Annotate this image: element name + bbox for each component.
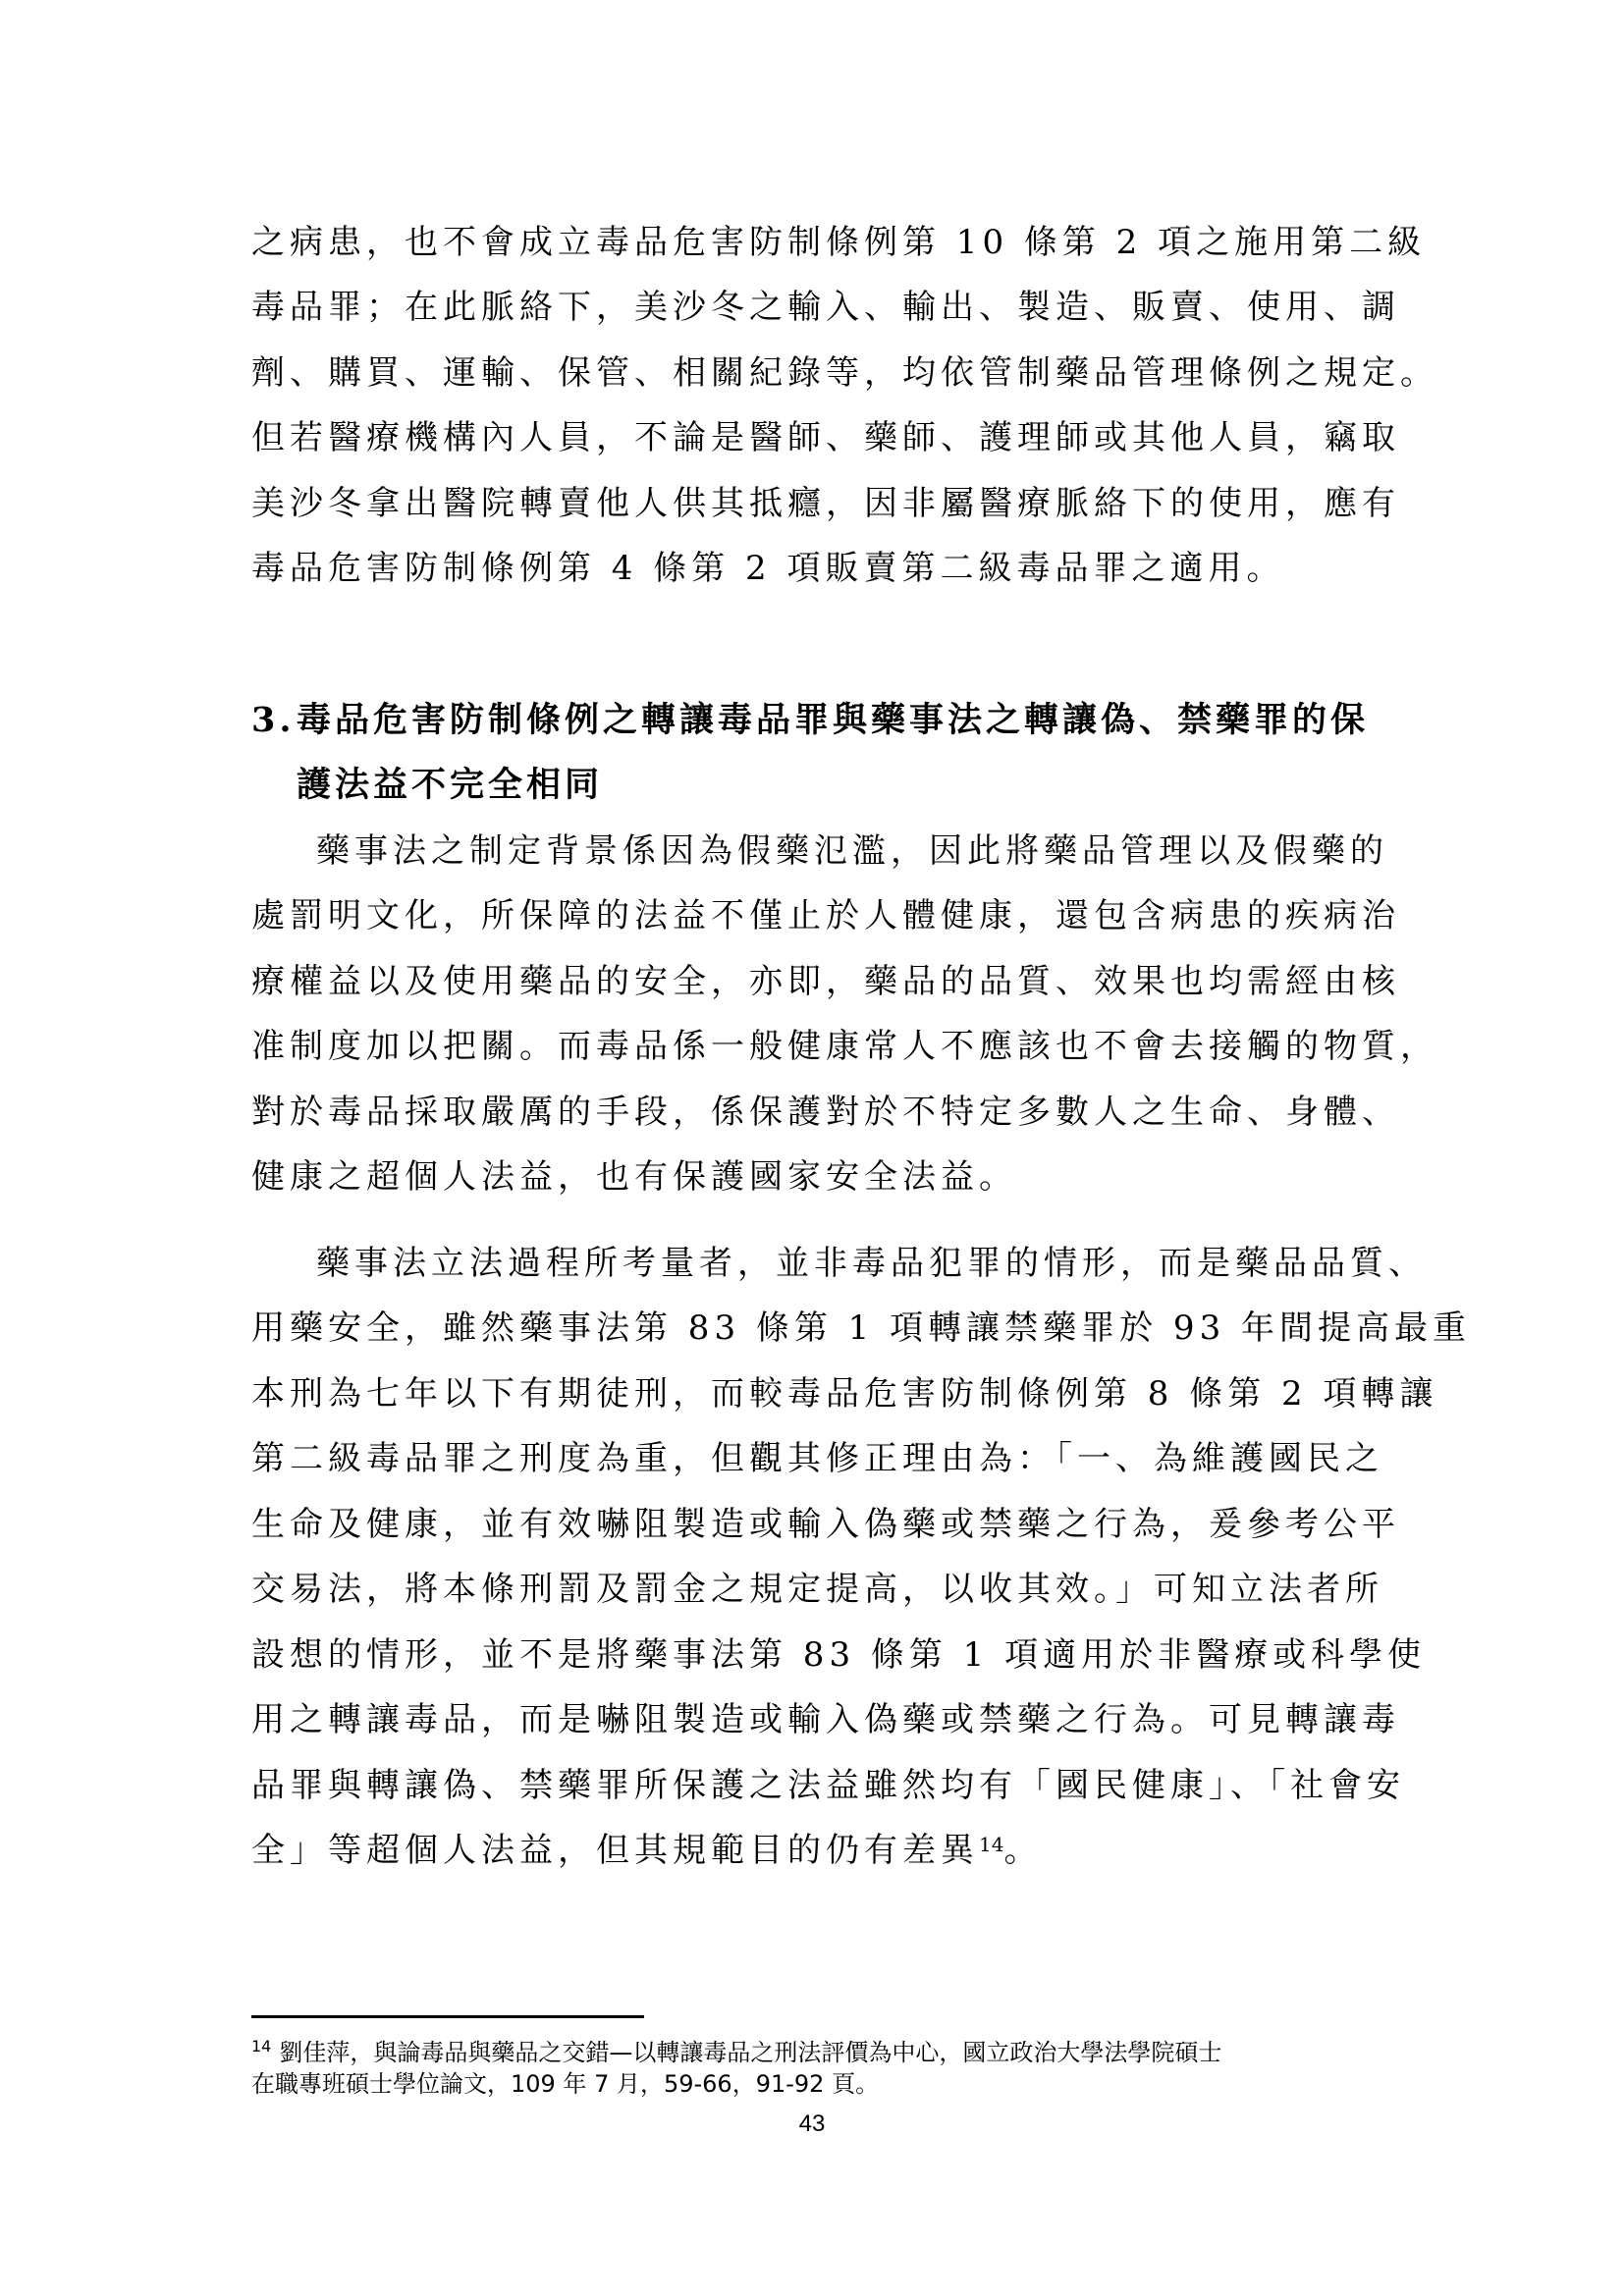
footnote-text-1: 劉佳萍，與論毒品與藥品之交錯—以轉讓毒品之刑法評價為中心，國立政治大學法學院碩士: [279, 2039, 1222, 2066]
page-number: 43: [798, 2110, 826, 2137]
paragraph2-line-3: 療權益以及使用藥品的安全，亦即，藥品的品質、效果也均需經由核: [251, 962, 1400, 1001]
footnote-reference[interactable]: 14: [979, 1833, 1004, 1856]
paragraph2-line-4: 准制度加以把關。而毒品係一般健康常人不應該也不會去接觸的物質，: [251, 1027, 1438, 1066]
paragraph1-line-4: 但若醫療機構內人員，不論是醫師、藥師、護理師或其他人員，竊取: [251, 418, 1400, 457]
paragraph3-line-9: 品罪與轉讓偽、禁藥罪所保護之法益雖然均有「國民健康」、「社會安: [251, 1766, 1405, 1805]
paragraph3-line-10: [251, 1826, 1380, 1875]
paragraph3-line-1: 藥事法立法過程所考量者，並非毒品犯罪的情形，而是藥品品質、: [316, 1244, 1427, 1283]
paragraph3-line-7: 設想的情形，並不是將藥事法第 83 條第 1 項適用於非醫療或科學使: [251, 1635, 1427, 1675]
paragraph3-line-2: 用藥安全，雖然藥事法第 83 條第 1 項轉讓禁藥罪於 93 年間提高最重: [251, 1308, 1472, 1348]
footnote-line-2: 在職專班碩士學位論文，109 年 7 月，59-66，91-92 頁。: [251, 2070, 880, 2098]
paragraph3-last-line-end: 。: [1003, 1831, 1043, 1870]
paragraph3-last-line-text: 全」等超個人法益，但其規範目的仍有差異: [251, 1831, 979, 1870]
footnote-separator: [251, 2015, 644, 2018]
footnote-mark: 14: [251, 2037, 272, 2056]
paragraph2-line-5: 對於毒品採取嚴厲的手段，係保護對於不特定多數人之生命、身體、: [251, 1093, 1400, 1132]
paragraph1-line-5: 美沙冬拿出醫院轉賣他人供其抵癮，因非屬醫療脈絡下的使用，應有: [251, 484, 1400, 523]
paragraph1-line-2: 毒品罪；在此脈絡下，美沙冬之輸入、輸出、製造、販賣、使用、調: [251, 288, 1400, 327]
paragraph1-line-6: 毒品危害防制條例第 4 條第 2 項販賣第二級毒品罪之適用。: [251, 549, 1285, 588]
paragraph3-line-6: 交易法，將本條刑罰及罰金之規定提高，以收其效。」可知立法者所: [251, 1570, 1383, 1609]
paragraph3-line-8: 用之轉讓毒品，而是嚇阻製造或輸入偽藥或禁藥之行為。可見轉讓毒: [251, 1700, 1400, 1739]
paragraph2-line-6: 健康之超個人法益，也有保護國家安全法益。: [251, 1157, 1017, 1197]
section-title-line-2: 護法益不完全相同: [297, 765, 604, 805]
paragraph2-line-2: 處罰明文化，所保障的法益不僅止於人體健康，還包含病患的疾病治: [251, 896, 1400, 935]
paragraph2-line-1: 藥事法之制定背景係因為假藥氾濫，因此將藥品管理以及假藥的: [316, 831, 1388, 871]
footnote-line-1: [251, 2038, 1390, 2070]
paragraph3-line-3: 本刑為七年以下有期徒刑，而較毒品危害防制條例第 8 條第 2 項轉讓: [251, 1374, 1438, 1414]
section-number: 3.: [251, 700, 296, 740]
paragraph3-line-5: 生命及健康，並有效嚇阻製造或輸入偽藥或禁藥之行為，爰參考公平: [251, 1505, 1400, 1544]
paragraph1-line-1: 之病患，也不會成立毒品危害防制條例第 10 條第 2 項之施用第二級: [251, 223, 1427, 262]
section-title-line-1: 毒品危害防制條例之轉讓毒品罪與藥事法之轉讓偽、禁藥罪的保: [297, 700, 1370, 740]
paragraph1-line-3: 劑、購買、運輸、保管、相關紀錄等，均依管制藥品管理條例之規定。: [251, 353, 1438, 393]
paragraph3-line-4: 第二級毒品罪之刑度為重，但觀其修正理由為：「一、為維護國民之: [251, 1439, 1383, 1478]
